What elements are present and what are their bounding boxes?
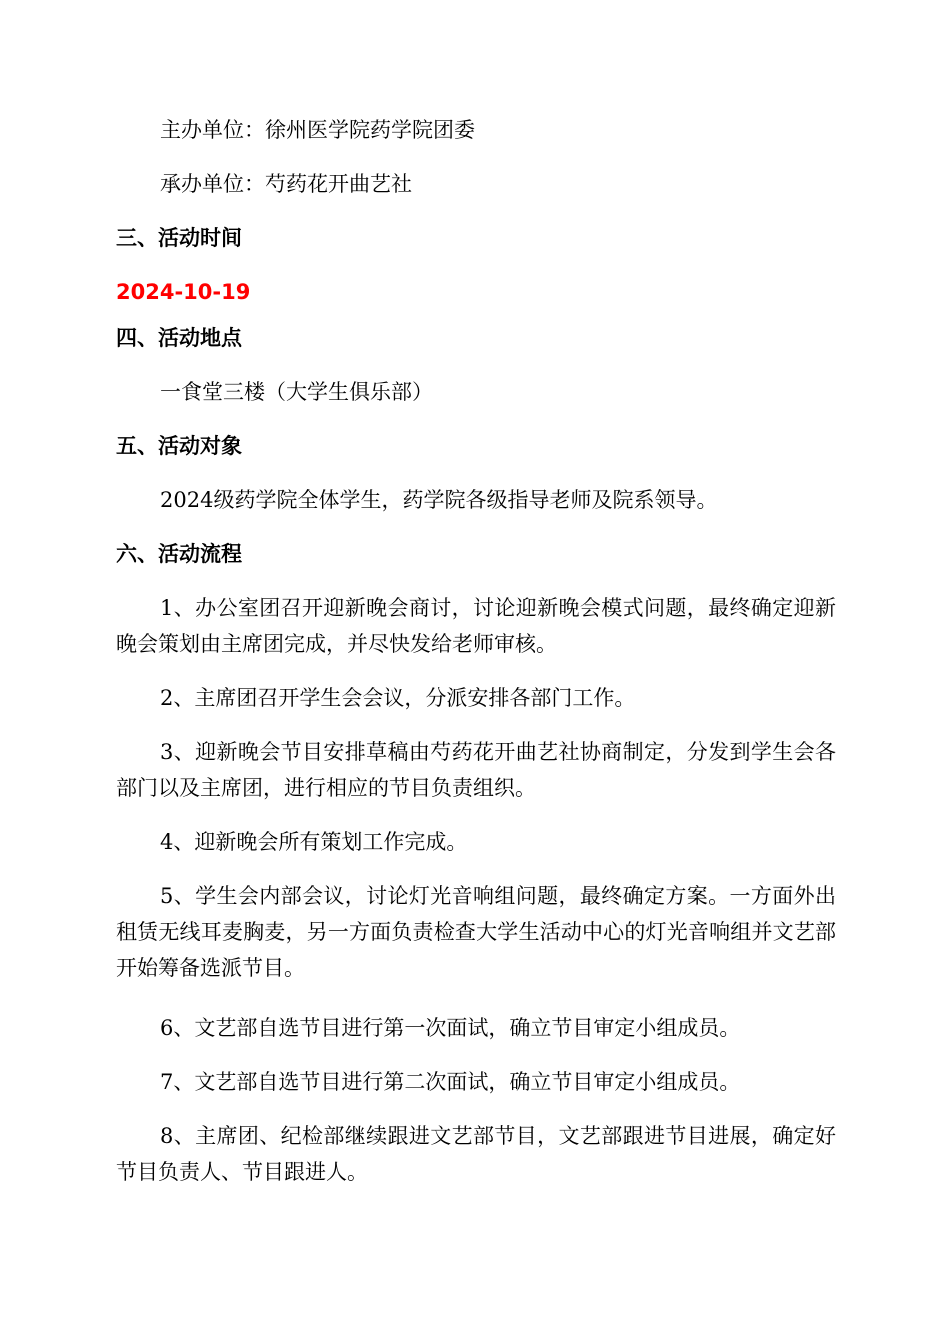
section-heading-time: 三、活动时间 xyxy=(116,226,242,250)
process-step: 2、主席团召开学生会会议，分派安排各部门工作。 xyxy=(160,686,636,710)
co-organizer-line: 承办单位：芍药花开曲艺社 xyxy=(160,172,412,196)
process-step: 4、迎新晚会所有策划工作完成。 xyxy=(160,830,468,854)
activity-audience: 2024级药学院全体学生，药学院各级指导老师及院系领导。 xyxy=(160,488,718,512)
process-step: 5、学生会内部会议，讨论灯光音响组问题，最终确定方案。一方面外出租赁无线耳麦胸麦，另一方面负责检查大学生活动中心的灯光音响组并文艺部开始筹备选派节目。 xyxy=(116,884,836,980)
organizer-line: 主办单位：徐州医学院药学院团委 xyxy=(160,118,475,142)
process-step: 7、文艺部自选节目进行第二次面试，确立节目审定小组成员。 xyxy=(160,1070,741,1094)
section-heading-process: 六、活动流程 xyxy=(116,542,242,566)
activity-place: 一食堂三楼（大学生俱乐部） xyxy=(160,380,433,404)
process-step: 6、文艺部自选节目进行第一次面试，确立节目审定小组成员。 xyxy=(160,1016,741,1040)
process-step: 8、主席团、纪检部继续跟进文艺部节目，文艺部跟进节目进展，确定好节目负责人、节目跟进人。 xyxy=(116,1124,836,1184)
process-step: 3、迎新晚会节目安排草稿由芍药花开曲艺社协商制定，分发到学生会各部门以及主席团，进行相应的节目负责组织。 xyxy=(116,740,836,800)
activity-date: 2024-10-19 xyxy=(116,280,251,304)
section-heading-audience: 五、活动对象 xyxy=(116,434,242,458)
process-step: 1、办公室团召开迎新晚会商讨，讨论迎新晚会模式问题，最终确定迎新晚会策划由主席团完成，并尽快发给老师审核。 xyxy=(116,596,836,656)
section-heading-place: 四、活动地点 xyxy=(116,326,242,350)
